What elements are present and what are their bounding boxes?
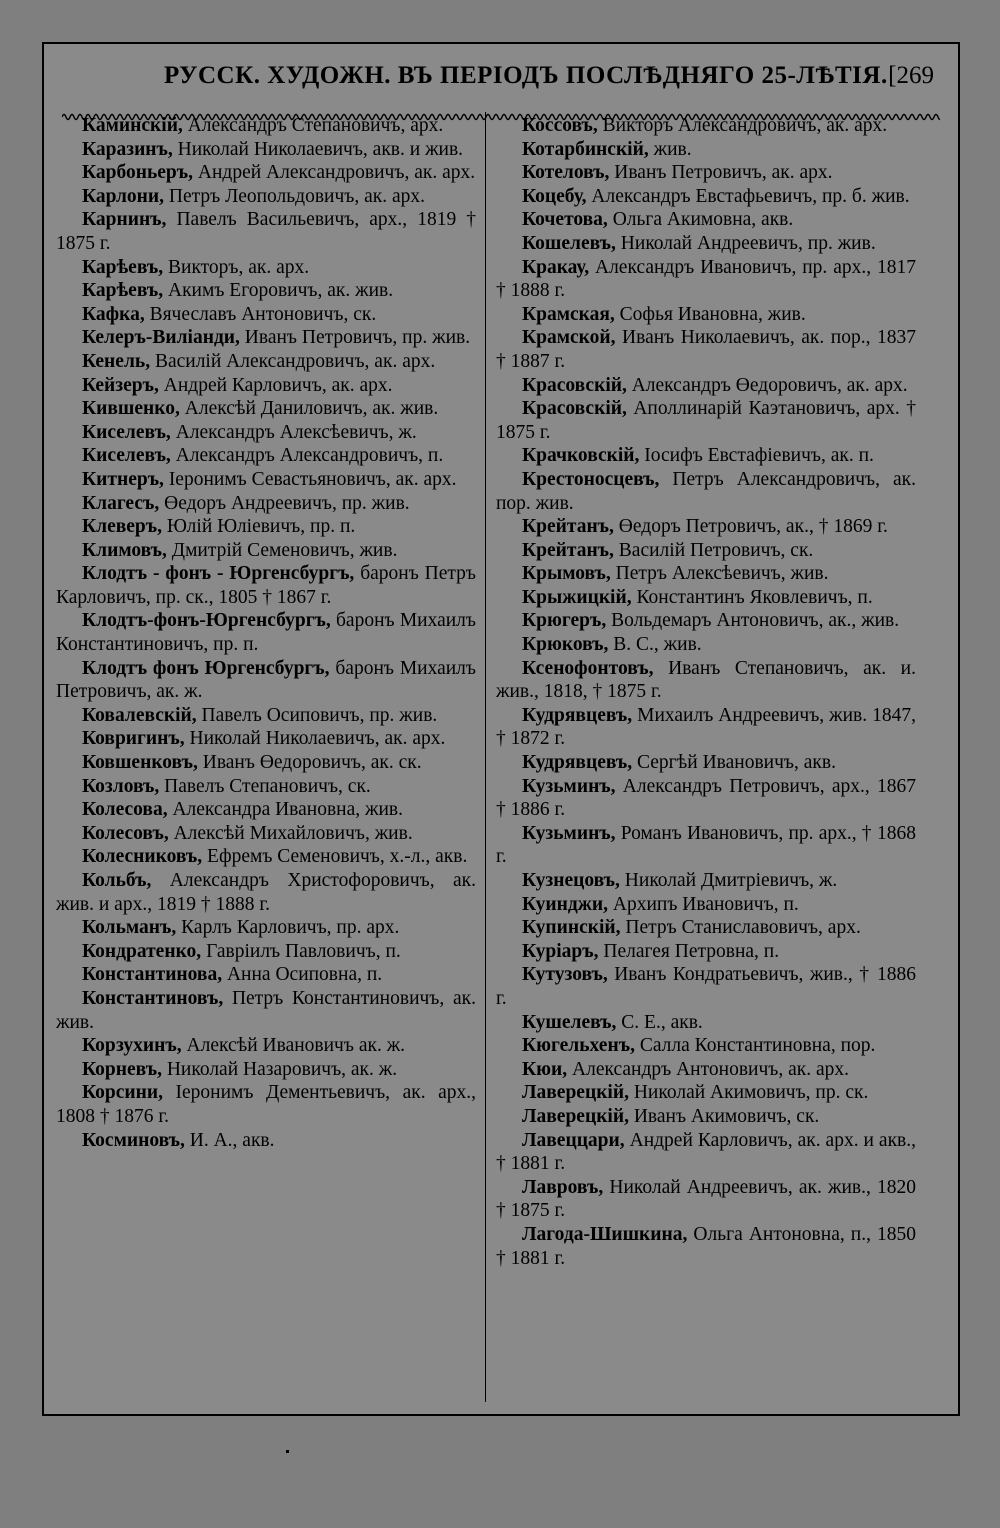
entry-details: Салла Константиновна, пор. <box>634 1035 876 1057</box>
entry-surname: Кольманъ, <box>82 917 177 939</box>
directory-entry <box>496 751 916 775</box>
entry-surname: Лагода-Шишкина, <box>522 1223 688 1245</box>
entry-surname: Лавровъ, <box>522 1176 604 1198</box>
directory-entry <box>56 916 476 940</box>
entry-surname: Каразинъ, <box>82 138 173 160</box>
entry-surname: Кочетова, <box>522 209 608 231</box>
entry-details: Пелагея Петровна, п. <box>598 940 780 962</box>
entry-details: Романъ Ивановичъ, пр. арх., † 1868 г. <box>496 822 916 868</box>
entry-surname: Киселевъ, <box>82 445 171 467</box>
entry-details: Іеронимъ Дементьевичъ, ак. арх., 1808 † 1876 г. <box>56 1082 476 1127</box>
directory-entry <box>496 1129 916 1176</box>
page-number: [269 <box>888 62 934 89</box>
directory-entry <box>496 893 916 917</box>
entry-details: Николай Андреевичъ, ак. жив., 1820 † 1875 г. <box>496 1176 916 1222</box>
entry-details: Павелъ Осиповичъ, пр. жив. <box>196 704 438 726</box>
directory-entry <box>496 1105 916 1129</box>
entry-details: Алексѣй Ивановичъ ак. ж. <box>181 1035 406 1057</box>
directory-entry <box>56 822 476 846</box>
entry-surname: Крыжицкій, <box>522 586 632 608</box>
entry-surname: Кившенко, <box>82 398 180 420</box>
entry-details: Петръ Станиславовичъ, арх. <box>620 917 861 939</box>
entry-surname: Крюгеръ, <box>522 610 607 632</box>
entry-surname: Коцебу, <box>522 185 587 207</box>
directory-entry <box>56 1034 476 1058</box>
directory-entry <box>56 444 476 468</box>
entry-surname: Купинскій, <box>522 917 621 939</box>
directory-entry <box>56 1129 476 1153</box>
entry-details: Николай Дмитріевичъ, ж. <box>619 870 838 891</box>
entry-surname: Карбоньеръ, <box>82 162 194 184</box>
entry-details: Александръ Христофоровичъ, ак. жив. и арх., 1819 † 1888 г. <box>56 870 476 915</box>
entry-details: баронъ Михаилъ Константиновичъ, пр. п. <box>56 610 476 656</box>
entry-details: Юлій Юліевичъ, пр. п. <box>162 516 356 538</box>
entry-surname: Кузьминъ, <box>522 822 616 844</box>
entry-surname: Крейтанъ, <box>522 539 614 561</box>
entry-details: Александръ Өедоровичъ, ак. арх. <box>626 374 908 396</box>
directory-entry <box>496 822 916 869</box>
entry-details: Василій Петровичъ, ск. <box>613 539 814 561</box>
directory-entry <box>56 421 476 445</box>
entry-details: Софья Ивановна, жив. <box>614 303 806 325</box>
entry-surname: Лаверецкій, <box>522 1105 629 1127</box>
entry-details: Өедоръ Петровичъ, ак., † 1869 г. <box>613 516 888 538</box>
directory-entry <box>496 775 916 822</box>
directory-entry <box>56 775 476 799</box>
directory-entry <box>56 1058 476 1082</box>
directory-entry <box>56 657 476 704</box>
directory-entry <box>496 1034 916 1058</box>
entry-details: Иванъ Петровичъ, пр. жив. <box>239 327 471 349</box>
entry-surname: Крымовъ, <box>522 563 611 585</box>
entry-surname: Константиновъ, <box>82 987 224 1009</box>
entry-details: И. А., акв. <box>184 1129 275 1151</box>
entry-details: Александръ Петровичъ, арх., 1867 † 1886 г. <box>496 775 916 821</box>
entry-surname: Котеловъ, <box>522 162 610 184</box>
directory-entry <box>56 114 476 138</box>
directory-entry <box>56 397 476 421</box>
directory-entry <box>56 161 476 185</box>
entry-details: Николай Николаевичъ, акв. и жив. <box>172 138 464 160</box>
entry-details: Карлъ Карловичъ, пр. арх. <box>176 917 400 939</box>
entry-surname: Корневъ, <box>82 1058 162 1080</box>
entry-surname: Кошелевъ, <box>522 232 616 254</box>
entry-details: Вольдемаръ Антоновичъ, ак., жив. <box>606 610 900 632</box>
entry-details: Дмитрій Семеновичъ, жив. <box>166 539 398 561</box>
entry-details: Өедоръ Андреевичъ, пр. жив. <box>159 492 410 514</box>
entry-details: Ефремъ Семеновичъ, х.-л., акв. <box>202 846 468 868</box>
entry-details: Николай Назаровичъ, ак. ж. <box>161 1058 398 1080</box>
directory-entry <box>56 374 476 398</box>
entry-surname: Лавеццари, <box>522 1129 625 1151</box>
entry-surname: Кузьминъ, <box>522 775 616 797</box>
directory-entry <box>56 987 476 1034</box>
directory-entry <box>56 609 476 656</box>
directory-entry <box>496 940 916 964</box>
entry-details: Иванъ Николаевичъ, ак. пор., 1837 † 1887 г. <box>496 327 916 372</box>
entry-details: Александра Ивановна, жив. <box>167 799 404 821</box>
entry-surname: Клеверъ, <box>82 516 163 538</box>
entry-details: Николай Акимовичъ, пр. ск. <box>628 1082 869 1104</box>
directory-entry <box>56 303 476 327</box>
stray-ink-mark <box>286 1450 289 1453</box>
entry-details: Александръ Антоновичъ, ак. арх. <box>567 1058 850 1080</box>
directory-entry <box>56 515 476 539</box>
directory-entry <box>56 1081 476 1128</box>
entry-details: Иванъ Кондратьевичъ, жив., † 1886 г. <box>496 964 916 1009</box>
directory-entry <box>56 208 476 255</box>
entry-details: Николай Андреевичъ, пр. жив. <box>615 232 876 254</box>
entry-surname: Колесовъ, <box>82 822 169 844</box>
directory-entry <box>56 138 476 162</box>
directory-entry <box>56 869 476 916</box>
entry-surname: Клагесъ, <box>82 492 160 514</box>
entry-surname: Кутузовъ, <box>522 964 608 986</box>
directory-entry <box>56 468 476 492</box>
directory-entry <box>496 303 916 327</box>
entry-surname: Корсини, <box>82 1082 163 1104</box>
directory-entry <box>56 185 476 209</box>
entry-details: Иванъ Петровичъ, ак. арх. <box>609 162 833 184</box>
directory-entry <box>56 492 476 516</box>
directory-entry <box>496 539 916 563</box>
entry-surname: Кракау, <box>522 256 590 278</box>
entry-surname: Климовъ, <box>82 539 167 561</box>
entry-details: Андрей Карловичъ, ак. арх. и акв., † 1881 г. <box>496 1129 916 1175</box>
entry-surname: Куинджи, <box>522 893 608 915</box>
entry-surname: Крестоносцевъ, <box>522 468 660 490</box>
entry-details: жив. <box>648 138 692 160</box>
directory-entry <box>496 326 916 373</box>
entry-surname: Кондратенко, <box>82 940 202 962</box>
directory-entry <box>56 963 476 987</box>
entry-surname: Колесниковъ, <box>82 846 203 868</box>
entry-details: Александръ Александровичъ, п. <box>170 445 444 467</box>
entry-details: баронъ Михаилъ Петровичъ, ак. ж. <box>56 657 476 703</box>
entry-details: Александръ Евстафьевичъ, пр. б. жив. <box>586 185 910 207</box>
entry-surname: Киселевъ, <box>82 421 171 443</box>
directory-entry <box>496 633 916 657</box>
directory-entry <box>496 468 916 515</box>
directory-entry <box>56 279 476 303</box>
entry-details: Іеронимъ Севастьяновичъ, ак. арх. <box>163 468 457 490</box>
right-column <box>496 114 916 1270</box>
directory-entry <box>496 515 916 539</box>
entry-details: Акимъ Егоровичъ, ак. жив. <box>163 280 394 302</box>
entry-surname: Ковалевскій, <box>82 704 197 726</box>
entry-surname: Кольбъ, <box>82 870 152 891</box>
directory-entry <box>496 138 916 162</box>
entry-details: Викторъ Александровичъ, ак. арх. <box>597 115 888 136</box>
entry-details: Александръ Ивановичъ, пр. арх., 1817 † 1888 г. <box>496 256 916 302</box>
running-title: РУССК. ХУДОЖН. ВЪ ПЕРІОДЪ ПОСЛѢДНЯГО 25-ЛѢТІЯ. <box>164 62 888 89</box>
book-page <box>42 42 960 1416</box>
entry-details: Алексѣй Даниловичъ, ак. жив. <box>179 398 439 420</box>
entry-surname: Ковригинъ, <box>82 728 185 750</box>
entry-details: В. С., жив. <box>608 634 702 656</box>
entry-details: Викторъ, ак. арх. <box>163 256 310 278</box>
entry-surname: Крачковскій, <box>522 445 640 467</box>
entry-details: Вячеславъ Антоновичъ, ск. <box>144 303 377 325</box>
entry-details: Николай Николаевичъ, ак. арх. <box>184 728 446 750</box>
entry-details: Иванъ Степановичъ, ак. и. жив., 1818, † 1875 г. <box>496 657 916 703</box>
left-column <box>56 114 476 1152</box>
entry-surname: Каминскій, <box>82 115 183 136</box>
directory-entry <box>496 1081 916 1105</box>
entry-details: Константинъ Яковлевичъ, п. <box>631 586 873 608</box>
entry-surname: Куріаръ, <box>522 940 599 962</box>
directory-entry <box>496 562 916 586</box>
entry-details: Петръ Александровичъ, ак. пор. жив. <box>496 468 916 514</box>
entry-details: Аполлинарій Каэтановичъ, арх. † 1875 г. <box>496 398 916 443</box>
entry-surname: Корзухинъ, <box>82 1035 182 1057</box>
directory-entry <box>496 1011 916 1035</box>
directory-entry <box>56 845 476 869</box>
entry-surname: Китнеръ, <box>82 468 164 490</box>
entry-surname: Кюи, <box>522 1058 568 1080</box>
entry-surname: Карѣевъ, <box>82 256 164 278</box>
entry-details: Іосифъ Евстафіевичъ, ак. п. <box>639 445 874 467</box>
entry-details: Александръ Алексѣевичъ, ж. <box>170 421 417 443</box>
directory-entry <box>496 232 916 256</box>
directory-entry <box>56 256 476 280</box>
directory-entry <box>496 185 916 209</box>
directory-entry <box>496 586 916 610</box>
directory-entry <box>496 397 916 444</box>
entry-surname: Карѣевъ, <box>82 280 164 302</box>
entry-details: Василій Александровичъ, ак. арх. <box>150 350 436 372</box>
entry-details: Анна Осиповна, п. <box>222 964 383 986</box>
entry-surname: Коссовъ, <box>522 115 598 136</box>
entry-surname: Крамской, <box>522 327 616 349</box>
directory-entry <box>496 444 916 468</box>
entry-details: Ольга Акимовна, акв. <box>607 209 794 231</box>
directory-entry <box>496 609 916 633</box>
directory-entry <box>496 256 916 303</box>
column-divider <box>485 112 486 1402</box>
entry-surname: Клодтъ фонъ Юргенсбургъ, <box>82 657 330 679</box>
entry-details: Павелъ Васильевичъ, арх., 1819 † 1875 г. <box>56 209 476 254</box>
entry-details: Андрей Александровичъ, ак. арх. <box>193 162 476 184</box>
directory-entry <box>56 562 476 609</box>
entry-surname: Келеръ-Виліанди, <box>82 327 240 349</box>
directory-entry <box>56 751 476 775</box>
entry-details: Алексѣй Михайловичъ, жив. <box>168 822 413 844</box>
entry-surname: Кушелевъ, <box>522 1011 617 1033</box>
entry-surname: Крейтанъ, <box>522 516 614 538</box>
entry-details: Петръ Алексѣевичъ, жив. <box>610 563 829 585</box>
entry-surname: Кудрявцевъ, <box>522 752 633 774</box>
directory-entry <box>56 798 476 822</box>
directory-entry <box>496 374 916 398</box>
entry-details: Иванъ Акимовичъ, ск. <box>628 1105 820 1127</box>
entry-surname: Карнинъ, <box>82 209 167 231</box>
entry-details: Михаилъ Андреевичъ, жив. 1847, † 1872 г. <box>496 704 916 750</box>
directory-entry <box>56 704 476 728</box>
directory-entry <box>496 963 916 1010</box>
entry-details: Павелъ Степановичъ, ск. <box>159 775 371 797</box>
entry-surname: Кузнецовъ, <box>522 870 620 891</box>
entry-surname: Ковшенковъ, <box>82 752 198 774</box>
entry-details: Андрей Карловичъ, ак. арх. <box>158 374 393 396</box>
directory-entry <box>496 916 916 940</box>
entry-surname: Кафка, <box>82 303 145 325</box>
entry-surname: Клодтъ-фонъ-Юргенсбургъ, <box>82 610 331 632</box>
entry-details: Гавріилъ Павловичъ, п. <box>201 940 401 962</box>
entry-surname: Кенель, <box>82 350 151 372</box>
entry-details: баронъ Петръ Карловичъ, пр. ск., 1805 † 1867 г. <box>56 563 476 608</box>
entry-surname: Красовскій, <box>522 398 627 420</box>
directory-entry <box>496 1176 916 1223</box>
entry-surname: Лаверецкій, <box>522 1082 629 1104</box>
entry-surname: Кудрявцевъ, <box>522 704 633 726</box>
directory-entry <box>56 940 476 964</box>
entry-surname: Котарбинскій, <box>522 138 649 160</box>
entry-details: Архипъ Ивановичъ, п. <box>608 893 799 915</box>
entry-surname: Кюгельхенъ, <box>522 1035 635 1057</box>
entry-surname: Крамская, <box>522 303 615 325</box>
entry-details: Сергѣй Ивановичъ, акв. <box>632 752 836 774</box>
entry-details: Иванъ Өедоровичъ, ак. ск. <box>197 752 422 774</box>
entry-details: Ольга Антоновна, п., 1850 † 1881 г. <box>496 1223 916 1269</box>
entry-details: С. Е., акв. <box>616 1011 703 1033</box>
entry-surname: Карлони, <box>82 185 165 207</box>
directory-entry <box>496 869 916 893</box>
entry-details: Петръ Константиновичъ, ак. жив. <box>56 987 476 1033</box>
directory-entry <box>496 161 916 185</box>
page-header <box>44 60 958 100</box>
directory-entry <box>56 539 476 563</box>
entry-surname: Косминовъ, <box>82 1129 185 1151</box>
entry-surname: Ксенофонтовъ, <box>522 657 654 679</box>
directory-entry <box>56 326 476 350</box>
entry-details: Александръ Степановичъ, арх. <box>182 115 444 136</box>
directory-entry <box>496 1223 916 1270</box>
entry-surname: Кейзеръ, <box>82 374 159 396</box>
entry-surname: Константинова, <box>82 964 223 986</box>
entry-surname: Клодтъ - фонъ - Юргенсбургъ, <box>82 563 355 585</box>
directory-entry <box>496 114 916 138</box>
directory-entry <box>496 704 916 751</box>
directory-entry <box>56 727 476 751</box>
directory-entry <box>496 1058 916 1082</box>
entry-surname: Крюковъ, <box>522 634 609 656</box>
entry-surname: Колесова, <box>82 799 168 821</box>
directory-entry <box>496 657 916 704</box>
entry-surname: Красовскій, <box>522 374 627 396</box>
entry-details: Петръ Леопольдовичъ, ак. арх. <box>164 185 426 207</box>
directory-entry <box>496 208 916 232</box>
entry-surname: Козловъ, <box>82 775 160 797</box>
directory-entry <box>56 350 476 374</box>
